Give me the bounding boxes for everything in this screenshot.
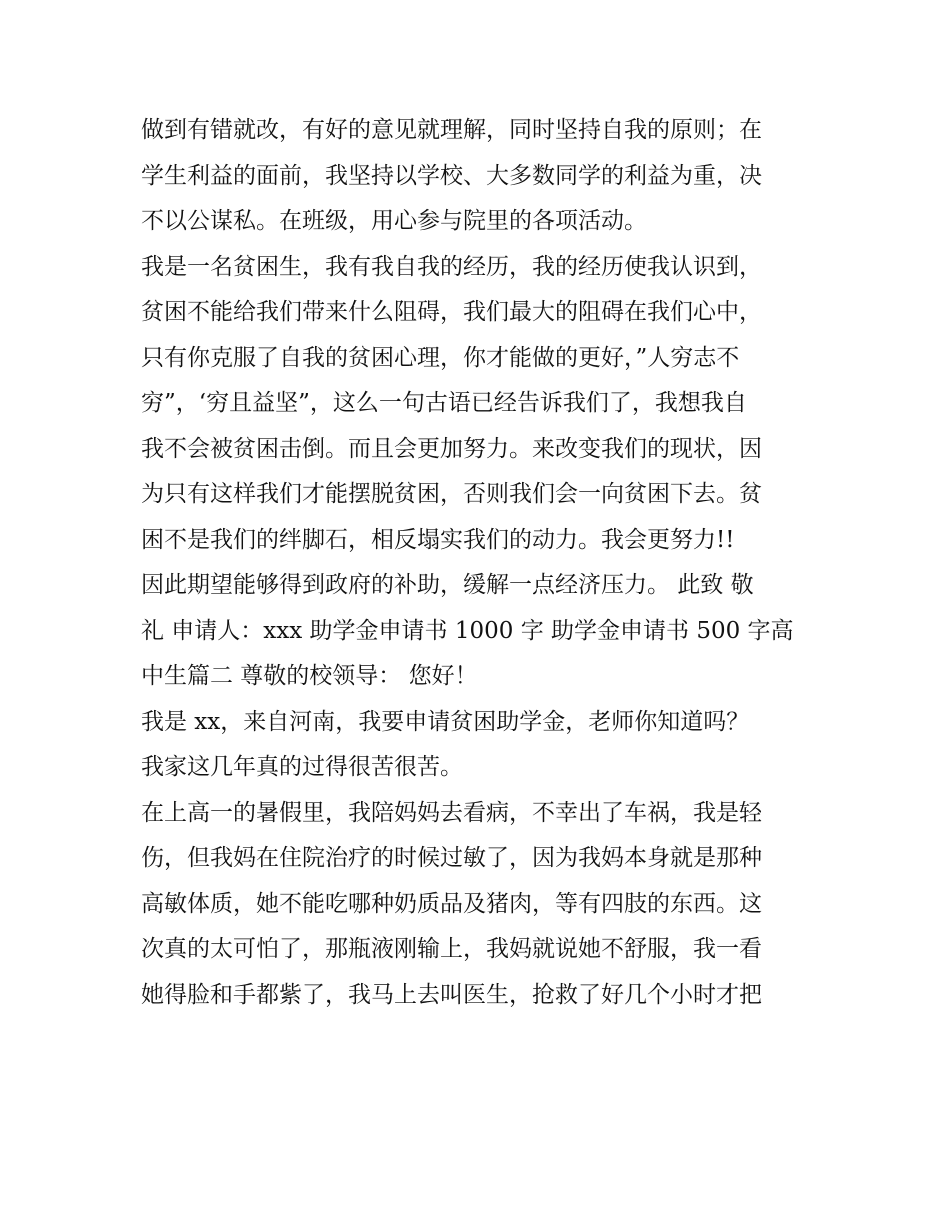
text-line: 次真的太可怕了，那瓶液刚输上，我妈就说她不舒服，我一看 [141,936,762,962]
text-line: 我是 xx，来自河南，我要申请贫困助学金，老师你知道吗？ [141,708,750,735]
text-line: 她得脸和手都紫了，我马上去叫医生，抢救了好几个小时才把 [141,981,762,1008]
text-line: 在上高一的暑假里，我陪妈妈去看病，不幸出了车祸，我是轻 [141,799,762,826]
body-text [141,108,821,1018]
text-line: 我家这几年真的过得很苦很苦。 [141,754,463,780]
text-line: 因此期望能够得到政府的补助，缓解一点经济压力。 此致 敬 [141,572,754,598]
text-line: 我不会被贫困击倒。而且会更加努力。来改变我们的现状，因 [141,435,762,462]
text-line: 只有你克服了自我的贫困心理，你才能做的更好，”人穷志不 [141,344,740,371]
text-line: 礼 申请人：xxx 助学金申请书 1000 字 助学金申请书 500 字高 [141,617,794,644]
text-line: 贫困不能给我们带来什么阻碍，我们最大的阻碍在我们心中， [141,299,762,325]
text-line: 为只有这样我们才能摆脱贫困，否则我们会一向贫困下去。贫 [141,481,762,507]
text-line: 做到有错就改，有好的意见就理解，同时坚持自我的原则；在 [141,117,762,143]
text-line: 中生篇二 尊敬的校领导： 您好！ [141,663,478,689]
text-line: 穷”，‘穷且益坚”，这么一句古语已经告诉我们了，我想我自 [141,390,747,416]
text-line: 我是一名贫困生，我有我自我的经历，我的经历使我认识到， [141,253,762,280]
text-line: 学生利益的面前，我坚持以学校、大多数同学的利益为重，决 [141,162,762,189]
text-line: 困不是我们的绊脚石，相反塌实我们的动力。我会更努力!! [141,526,735,553]
text-line: 高敏体质，她不能吃哪种奶质品及猪肉，等有四肢的东西。这 [141,890,762,917]
text-line: 伤，但我妈在住院治疗的时候过敏了，因为我妈本身就是那种 [141,845,762,871]
text-line: 不以公谋私。在班级，用心参与院里的各项活动。 [141,208,647,234]
